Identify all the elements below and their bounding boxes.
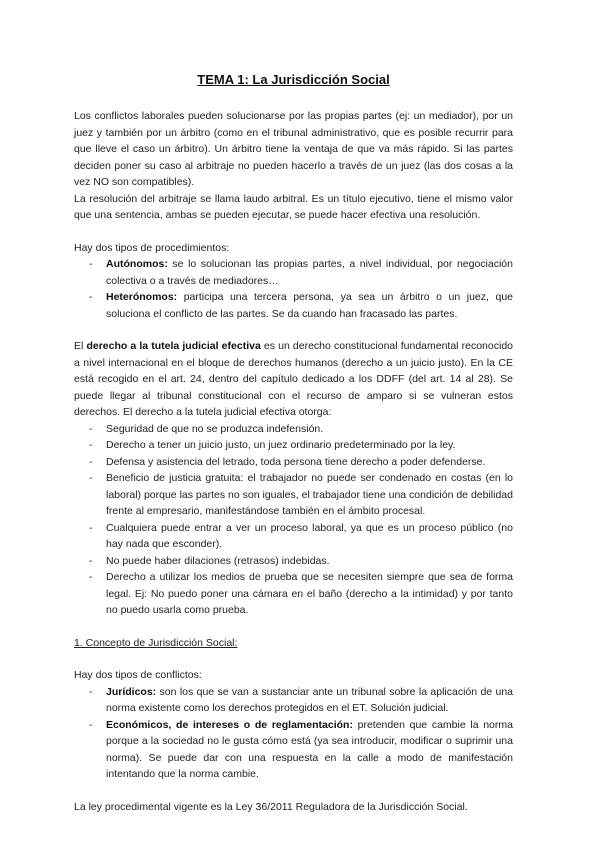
list-item [74,717,513,783]
list-item: - Derecho a utilizar los medios de prueba que se necesiten siempre que sea de forma legal. Ej: No puedo poner una cámara en el baño (derecho a la intimidad) y por tanto no puedo usarla como prueba. [74,569,513,619]
list-item: - Cualquiera puede entrar a ver un proceso laboral, ya que es un proceso público (no hay nada que esconder). [74,520,513,553]
section-heading: 1. Concepto de Jurisdicción Social: [74,636,238,649]
list-item-text: son los que se van a sustanciar ante un tribunal sobre la aplicación de una norma existente como los derechos protegidos en el ET. Solución judicial. [106,685,513,714]
list-item-term: Autónomos: [106,258,168,270]
intro-paragraph-1: Los conflictos laborales pueden solucionarse por las propias partes (ej: un mediador), por un juez y también por un árbitro (como en el tribunal administrativo, que es posible recurrir para que lleve el caso un árbitro). Un árbitro tiene la ventaja de que va más rápido. Si las partes deciden poner su caso al arbitraje no pueden hacerlo a través de un juez (las dos cosas a la vez NO son compatibles). [74,110,513,188]
spacer [74,651,513,667]
list-item-text: participa una tercera persona, ya sea un árbitro o un juez, que soluciona el conflicto de las partes. Se da cuando han fracasado las partes. [106,291,513,320]
tutela-post: es un derecho constitucional fundamental reconocido a nivel internacional en el bloque de derechos humanos (derecho a un juicio justo). En la CE está recogido en el art. 24, dentro del capítulo dedicado a los DDFF (del art. 14 al 28). Se puede llegar al tribunal constitucional con el recurso de amparo si se vulneran estos derechos. El derecho a la tutela judicial efectiva otorga: [74,340,513,418]
procedures-list [74,256,513,322]
spacer [74,619,513,635]
procedures-heading: Hay dos tipos de procedimientos: [74,241,230,254]
list-item: - Derecho a tener un juicio justo, un juez ordinario predeterminado por la ley. [74,437,513,454]
closing-paragraph: La ley procedimental vigente es la Ley 36/2011 Reguladora de la Jurisdicción Social. [74,800,468,813]
list-item: - Beneficio de justicia gratuita: el trabajador no puede ser condenado en costas (en lo laboral) porque las partes no son iguales, el trabajador tiene una condición de debilidad frente al empresario, manifestándose también en el ámbito procesal. [74,470,513,520]
list-item-text: se lo solucionan las propias partes, a nivel individual, por negociación colectiva o a través de mediadores… [106,258,513,287]
tutela-paragraph [74,338,513,421]
spacer [74,322,513,338]
tutela-term: derecho a la tutela judicial efectiva [86,340,261,352]
list-item [74,289,513,322]
conflicts-list [74,684,513,783]
list-item: - Defensa y asistencia del letrado, toda persona tiene derecho a poder defenderse. [74,454,513,471]
spacer [74,783,513,799]
conflicts-heading: Hay dos tipos de conflictos: [74,669,202,681]
list-item-text: pretenden que cambie la norma porque a la sociedad no le gusta cómo está (ya sea introducir, modificar o suprimir una norma). Se puede dar con una respuesta en la calle a modo de manifestación intentando que la norma cambie. [106,718,513,780]
list-item-term: Jurídicos: [106,685,157,698]
list-item: - Seguridad de que no se produzca indefensión. [74,421,513,438]
list-item: - No puede haber dilaciones (retrasos) indebidas. [74,553,513,570]
page-title: TEMA 1: La Jurisdicción Social [197,72,390,87]
list-item [74,256,513,289]
tutela-pre: El [74,340,87,352]
list-item-term: Heterónomos: [106,291,178,303]
list-item [74,684,513,717]
list-item-term: Económicos, de intereses o de reglamentación: [106,718,353,731]
tutela-list [74,421,513,619]
intro-paragraph-2: La resolución del arbitraje se llama laudo arbitral. Es un título ejecutivo, tiene el mismo valor que una sentencia, ambas se pueden ejecutar, se puede hacer efectiva una resolución. [74,192,513,221]
spacer [74,224,513,240]
